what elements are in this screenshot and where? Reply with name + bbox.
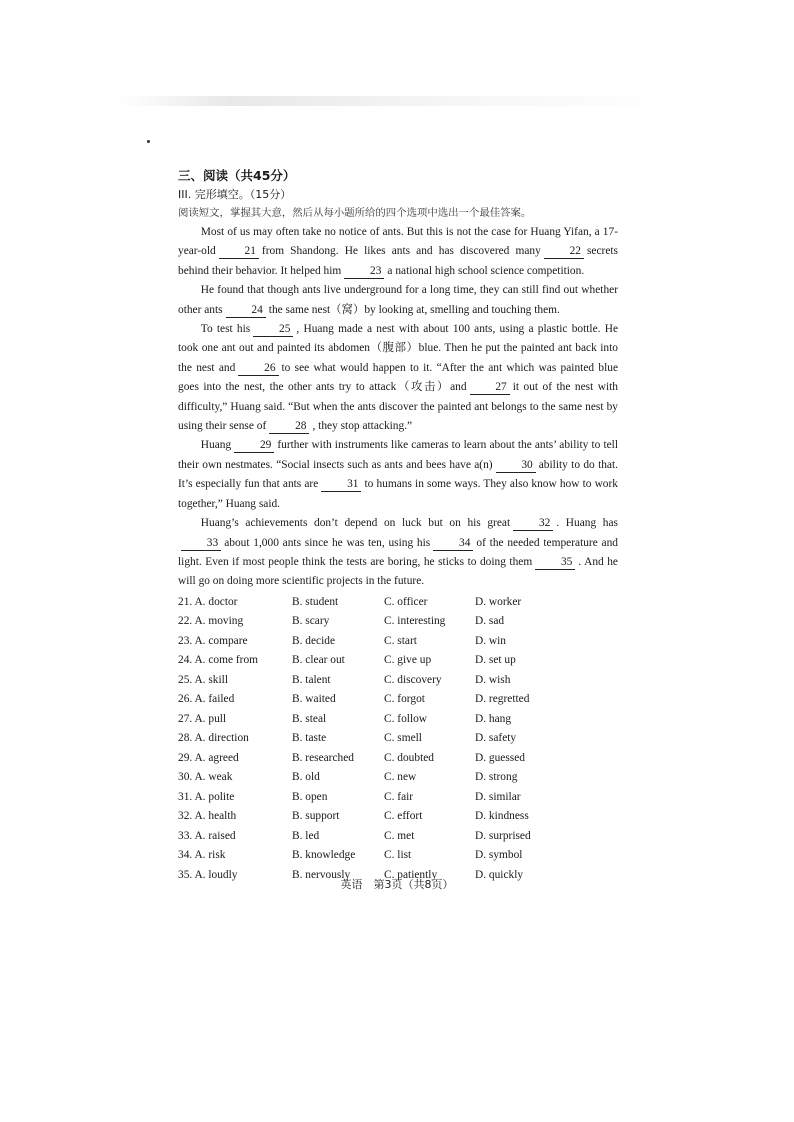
option-d: D. win [475,634,507,647]
option-d: D. surprised [475,829,531,842]
option-c: C. fair [384,790,414,803]
option-a: 24. A. come from [178,654,259,667]
option-a: 31. A. polite [178,790,235,803]
option-d: D. strong [475,771,518,784]
passage-text: to see what would happen to it. “After the ant which was painted blue goes into the nest, the other ants try to attack（攻击）and [178,361,619,394]
option-b: B. support [292,810,340,823]
section-instruction: 阅读短文，掌握其大意，然后从每小题所给的四个选项中选出一个最佳答案。 [178,207,532,219]
passage-text: to humans in some ways. They also know how to work together,” Huang said. [178,478,618,510]
option-d: D. sad [475,615,505,628]
option-b: B. student [292,595,339,608]
option-d: D. regretted [475,693,530,706]
blank-21: 21 [219,245,259,259]
blank-28: 28 [269,420,309,434]
option-c: C. start [384,634,417,647]
option-row [178,671,618,691]
blank-26: 26 [238,362,278,376]
option-b: B. old [292,771,320,784]
passage-text: He found that though ants live underground for a long time, they can still find out whether other ants [178,284,618,316]
option-d: D. wish [475,673,511,686]
option-d: D. quickly [475,868,524,881]
option-row [178,768,618,788]
scan-speck [147,140,150,143]
option-a: 22. A. moving [178,615,244,628]
blank-31: 31 [321,478,361,492]
option-a: 21. A. doctor [178,595,238,608]
passage-paragraph-1 [178,223,618,281]
option-d: D. safety [475,732,517,745]
option-c: C. list [384,849,412,862]
passage-text: . Huang has [556,517,618,530]
blank-34: 34 [433,537,473,551]
option-a: 34. A. risk [178,849,226,862]
option-a: 35. A. loudly [178,868,238,881]
blank-33: 33 [181,537,221,551]
passage-text: a national high school science competition. [387,264,585,277]
option-c: C. forgot [384,693,425,706]
passage-paragraph-2 [178,281,618,320]
option-c: C. effort [384,810,423,823]
option-c: C. officer [384,595,428,608]
option-a: 33. A. raised [178,829,236,842]
option-a: 32. A. health [178,810,237,823]
option-d: D. symbol [475,849,523,862]
option-row [178,807,618,827]
option-d: D. hang [475,712,512,725]
option-b: B. decide [292,634,336,647]
option-b: B. scary [292,615,330,628]
option-b: B. talent [292,673,331,686]
option-b: B. nervously [292,868,351,881]
option-row [178,593,618,613]
page-footer: 英语 第3页（共8页） [340,878,454,891]
option-b: B. open [292,790,328,803]
option-c: C. doubted [384,751,434,764]
option-a: 25. A. skill [178,673,229,686]
option-b: B. steal [292,712,327,725]
passage-text: . And he will go on doing more scientific projects in the future. [178,555,618,588]
option-row [178,846,618,866]
passage-paragraph-5 [178,514,618,592]
option-row [178,749,618,769]
passage-text: from Shandong. He likes ants and has discovered many [261,245,541,258]
option-c: C. new [384,771,417,784]
blank-27: 27 [470,381,510,395]
blank-35: 35 [535,556,575,570]
option-row [178,827,618,847]
passage-text: Huang [200,439,232,452]
option-row [178,612,618,632]
option-row [178,729,618,749]
option-a: 27. A. pull [178,712,227,725]
option-b: B. clear out [292,654,345,667]
option-row [178,632,618,652]
section-title: 三、阅读（共45分） [178,168,296,183]
option-c: C. discovery [384,673,442,686]
passage-paragraph-3 [178,320,618,436]
option-d: D. set up [475,654,516,667]
passage-text: Most of us may often take no notice of ants. But this is not the case for Huang Yifan, a 17-year-old [178,226,618,258]
option-b: B. knowledge [292,849,356,862]
option-b: B. waited [292,693,336,706]
passage-text: To test his [200,323,251,336]
passage-text: of the needed temperature and light. Even if most people think the tests are boring, he sticks to doing them [178,536,618,568]
passage-text: ability to do that. It’s especially fun that ants are [178,458,618,491]
option-row [178,651,618,671]
passage-text: further with instruments like cameras to learn about the ants’ ability to tell their own nestmates. “Social insects such as ants and bees have a(n) [178,439,618,471]
option-c: C. give up [384,654,432,667]
option-a: 26. A. failed [178,693,235,706]
option-c: C. interesting [384,615,446,628]
blank-25: 25 [253,323,293,337]
scan-artifact [118,96,678,106]
option-c: C. smell [384,732,422,745]
option-c: C. follow [384,712,428,725]
option-b: B. researched [292,751,354,764]
exam-page [178,166,618,885]
option-a: 29. A. agreed [178,751,239,764]
option-a: 30. A. weak [178,771,233,784]
option-c: C. met [384,829,415,842]
option-a: 23. A. compare [178,634,248,647]
passage-text: about 1,000 ants since he was ten, using his [224,536,431,549]
blank-24: 24 [226,304,266,318]
passage-paragraph-4 [178,436,618,514]
option-row [178,788,618,808]
section-subtitle: III. 完形填空。（15分） [178,188,292,201]
answer-options [178,593,618,886]
passage-text: secrets behind their behavior. It helped him [178,245,618,277]
blank-32: 32 [513,517,553,531]
passage-text: , Huang made a nest with about 100 ants, using a plastic bottle. He took one ant out and painted its abdomen（腹部）blue. Then he put the painted ant back into the nest and [178,323,618,374]
option-c: C. patiently [384,868,438,881]
option-b: B. led [292,829,320,842]
blank-29: 29 [234,439,274,453]
option-d: D. guessed [475,751,525,764]
option-d: D. similar [475,790,521,803]
passage-text: it out of the nest with difficulty,” Huang said. “But when the ants discover the painted ant belongs to the same nest by using their sense of [178,381,618,433]
option-row [178,690,618,710]
passage-text: the same nest（窝）by looking at, smelling and touching them. [268,303,560,316]
option-row [178,710,618,730]
blank-30: 30 [496,459,536,473]
blank-23: 23 [344,265,384,279]
option-d: D. worker [475,595,522,608]
passage-text: , they stop attacking.” [312,420,413,433]
passage-text: Huang’s achievements don’t depend on luck but on his great [200,517,511,530]
blank-22: 22 [544,245,584,259]
option-b: B. taste [292,732,327,745]
option-d: D. kindness [475,810,529,823]
option-a: 28. A. direction [178,732,249,745]
